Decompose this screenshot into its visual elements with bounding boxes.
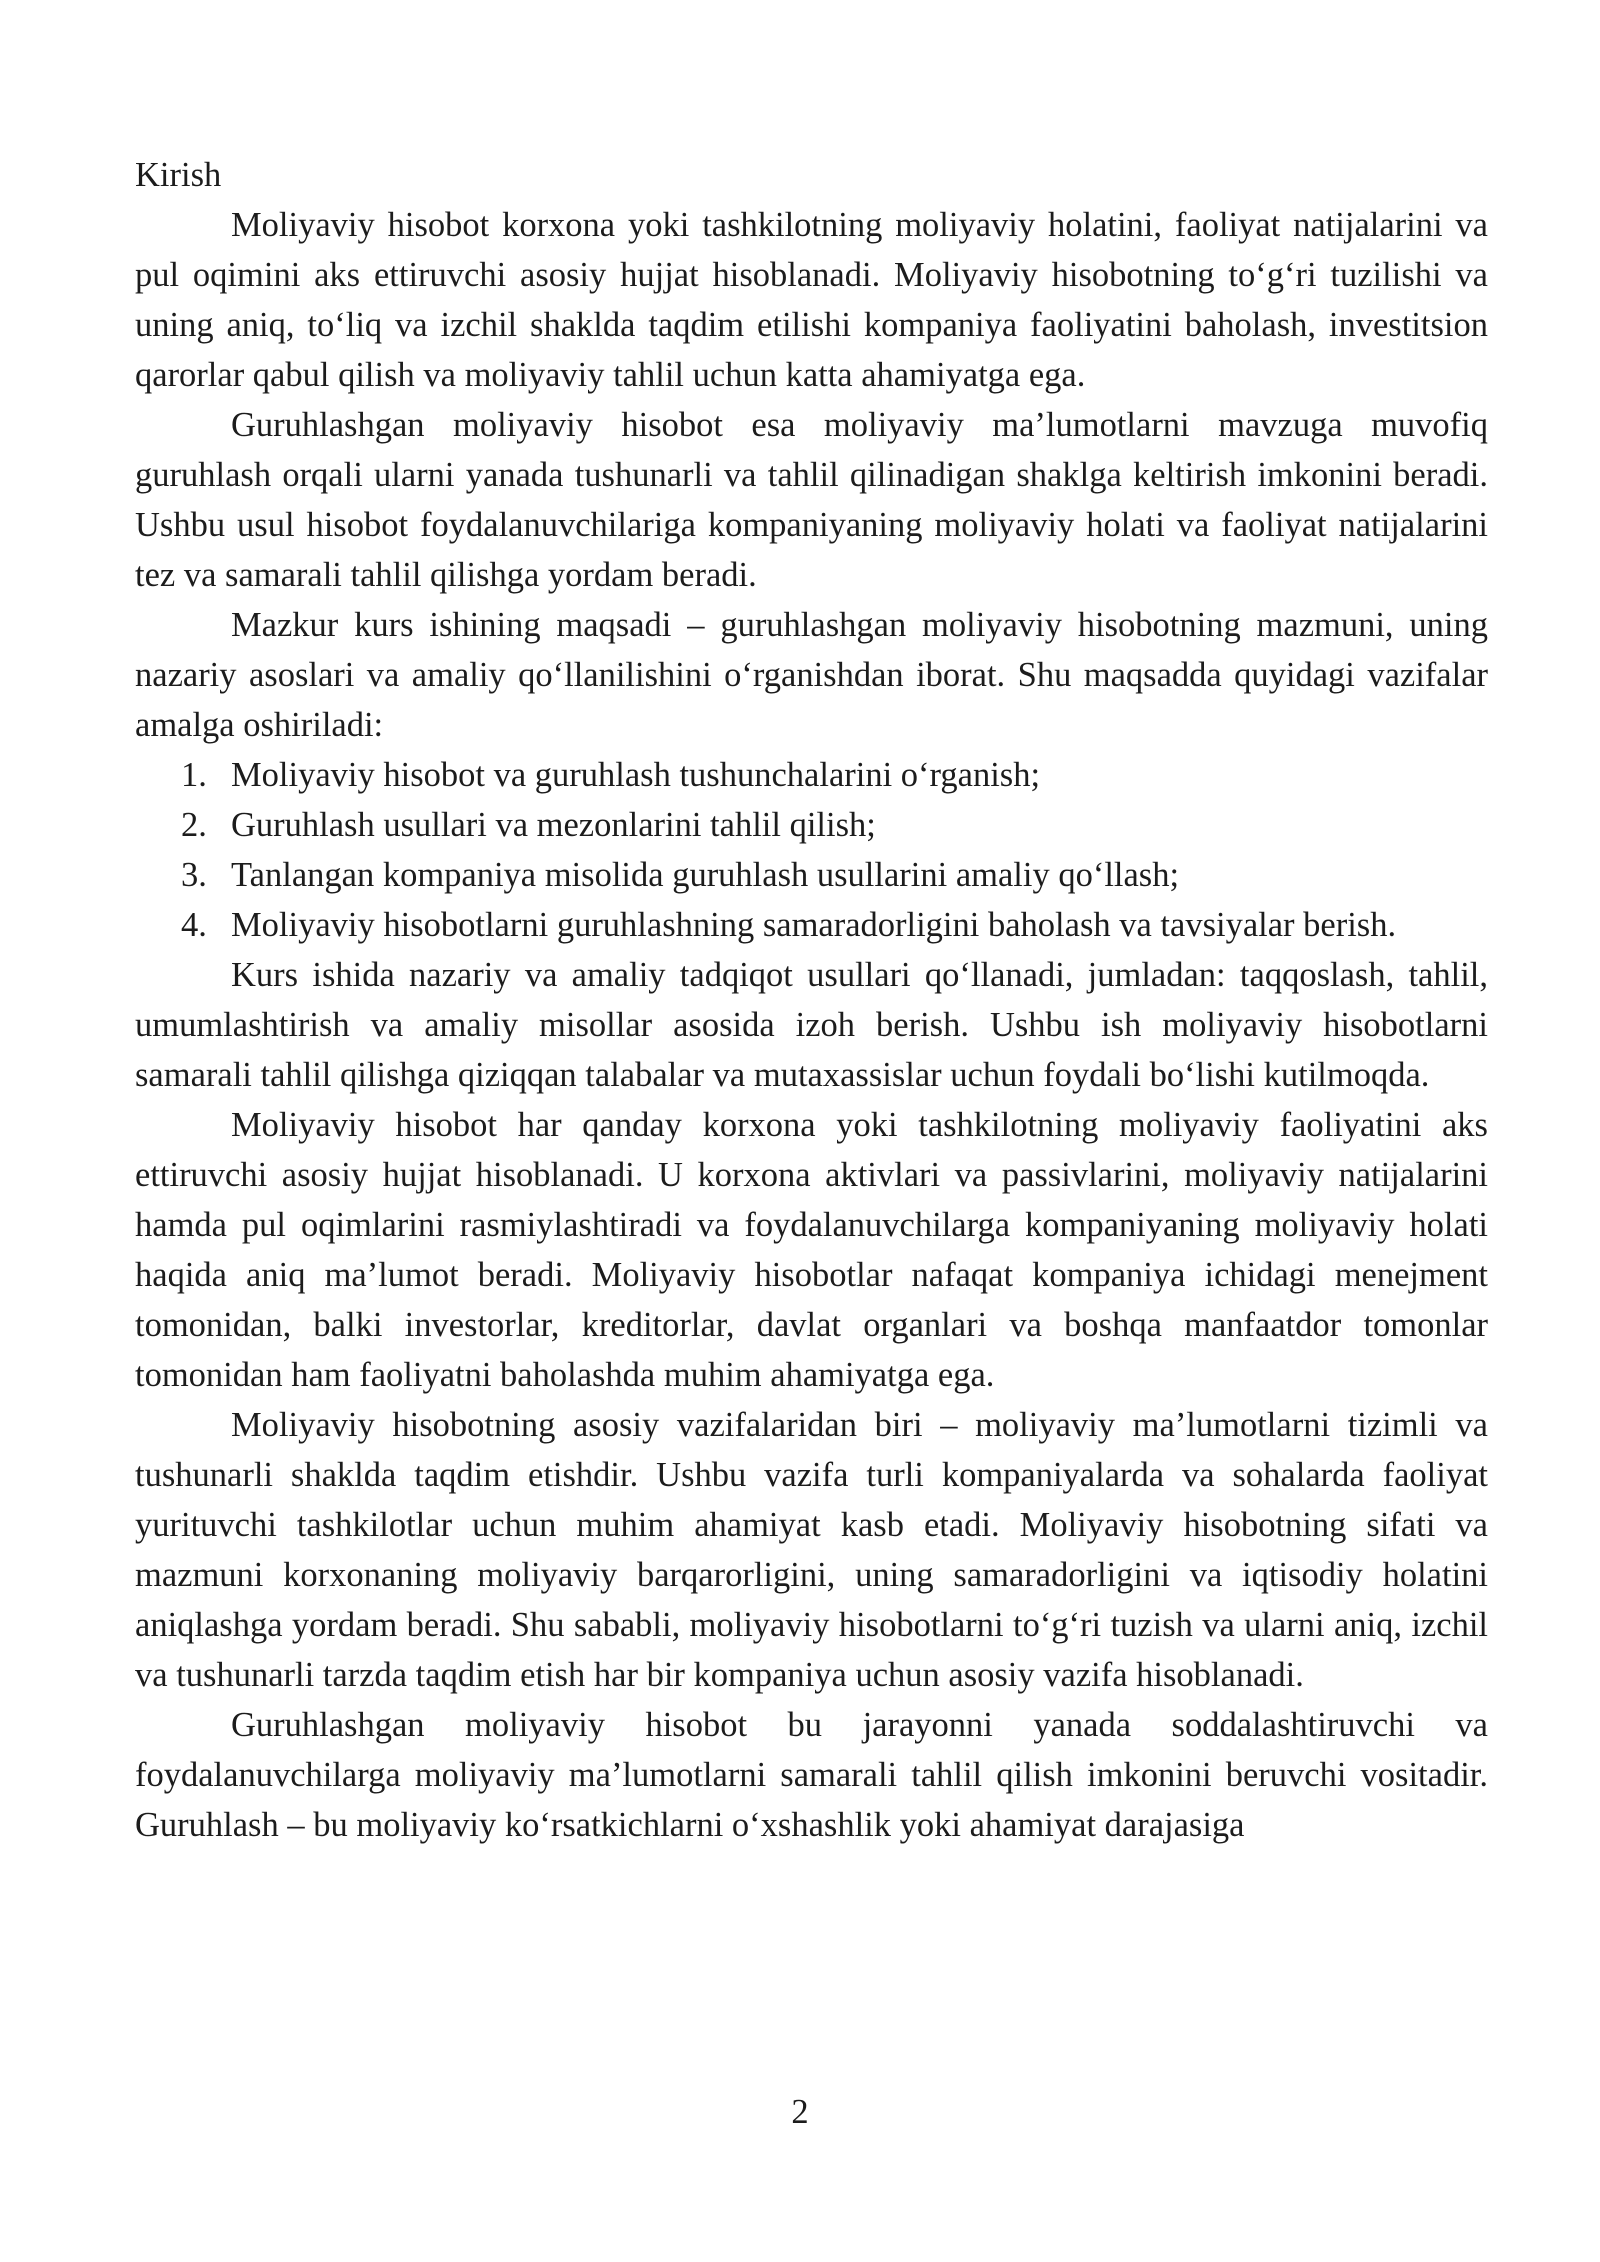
paragraph-intro-2: Guruhlashgan moliyaviy hisobot esa moliyaviy ma’lumotlarni mavzuga muvofiq guruhlash orqali ularni yanada tushunarli va tahlil qilinadigan shaklga keltirish imkonini beradi. Ushbu usul hisobot foydalanuvchilariga kompaniyaning moliyaviy holati va faoliyat natijalarini tez va samarali tahlil qilishga yordam beradi. bbox=[135, 406, 1488, 594]
paragraph-main-2: Moliyaviy hisobot har qanday korxona yoki tashkilotning moliyaviy faoliyatini aks ettiruvchi asosiy hujjat hisoblanadi. U korxona aktivlari va passivlarini, moliyaviy natijalarini hamda pul oqimlarini rasmiylashtiradi va foydalanuvchilarga kompaniyaning moliyaviy holati haqida aniq ma’lumot beradi. Moliyaviy hisobotlar nafaqat kompaniya ichidagi menejment tomonidan, balki investorlar, kreditorlar, davlat organlari va boshqa manfaatdor tomonlar tomonidan ham faoliyatni baholashda muhim ahamiyatga ega. bbox=[135, 1106, 1488, 1394]
task-text: Moliyaviy hisobotlarni guruhlashning samaradorligini baholash va tavsiyalar berish. bbox=[231, 906, 1397, 944]
paragraph-main-4: Guruhlashgan moliyaviy hisobot bu jarayonni yanada soddalashtiruvchi va foydalanuvchilarga moliyaviy ma’lumotlarni samarali tahlil qilish imkonini beruvchi vositadir. Guruhlash – bu moliyaviy ko‘rsatkichlarni o‘xshashlik yoki ahamiyat darajasiga bbox=[135, 1706, 1488, 1844]
document-page bbox=[135, 150, 1488, 1850]
task-item bbox=[135, 800, 1488, 850]
task-item bbox=[135, 750, 1488, 800]
paragraph-intro-1: Moliyaviy hisobot korxona yoki tashkilotning moliyaviy holatini, faoliyat natijalarini va pul oqimini aks ettiruvchi asosiy hujjat hisoblanadi. Moliyaviy hisobotning to‘g‘ri tuzilishi va uning aniq, to‘liq va izchil shaklda taqdim etilishi kompaniya faoliyatini baholash, investitsion qarorlar qabul qilish va moliyaviy tahlil uchun katta ahamiyatga ega. bbox=[135, 206, 1488, 394]
task-number: 4. bbox=[181, 906, 207, 944]
task-text: Guruhlash usullari va mezonlarini tahlil qilish; bbox=[231, 806, 876, 844]
task-text: Moliyaviy hisobot va guruhlash tushunchalarini o‘rganish; bbox=[231, 756, 1041, 794]
section-heading: Kirish bbox=[135, 156, 222, 194]
task-number: 3. bbox=[181, 856, 207, 894]
paragraph-main-1: Kurs ishida nazariy va amaliy tadqiqot usullari qo‘llanadi, jumladan: taqqoslash, tahlil, umumlashtirish va amaliy misollar asosida izoh berish. Ushbu ish moliyaviy hisobotlarni samarali tahlil qilishga qiziqqan talabalar va mutaxassislar uchun foydali bo‘lishi kutilmoqda. bbox=[135, 956, 1488, 1094]
task-text: Tanlangan kompaniya misolida guruhlash usullarini amaliy qo‘llash; bbox=[231, 856, 1180, 894]
task-list bbox=[135, 750, 1488, 950]
paragraph-main-3: Moliyaviy hisobotning asosiy vazifalaridan biri – moliyaviy ma’lumotlarni tizimli va tushunarli shaklda taqdim etishdir. Ushbu vazifa turli kompaniyalarda va sohalarda faoliyat yurituvchi tashkilotlar uchun muhim ahamiyat kasb etadi. Moliyaviy hisobotning sifati va mazmuni korxonaning moliyaviy barqarorligini, uning samaradorligini va iqtisodiy holatini aniqlashga yordam beradi. Shu sababli, moliyaviy hisobotlarni to‘g‘ri tuzish va ularni aniq, izchil va tushunarli tarzda taqdim etish har bir kompaniya uchun asosiy vazifa hisoblanadi. bbox=[135, 1406, 1488, 1694]
paragraph-intro-3: Mazkur kurs ishining maqsadi – guruhlashgan moliyaviy hisobotning mazmuni, uning nazariy asoslari va amaliy qo‘llanilishini o‘rganishdan iborat. Shu maqsadda quyidagi vazifalar amalga oshiriladi: bbox=[135, 606, 1488, 744]
page-number: 2 bbox=[791, 2093, 809, 2131]
task-number: 2. bbox=[181, 806, 207, 844]
task-item bbox=[135, 850, 1488, 900]
task-item bbox=[135, 900, 1488, 950]
task-number: 1. bbox=[181, 756, 207, 794]
